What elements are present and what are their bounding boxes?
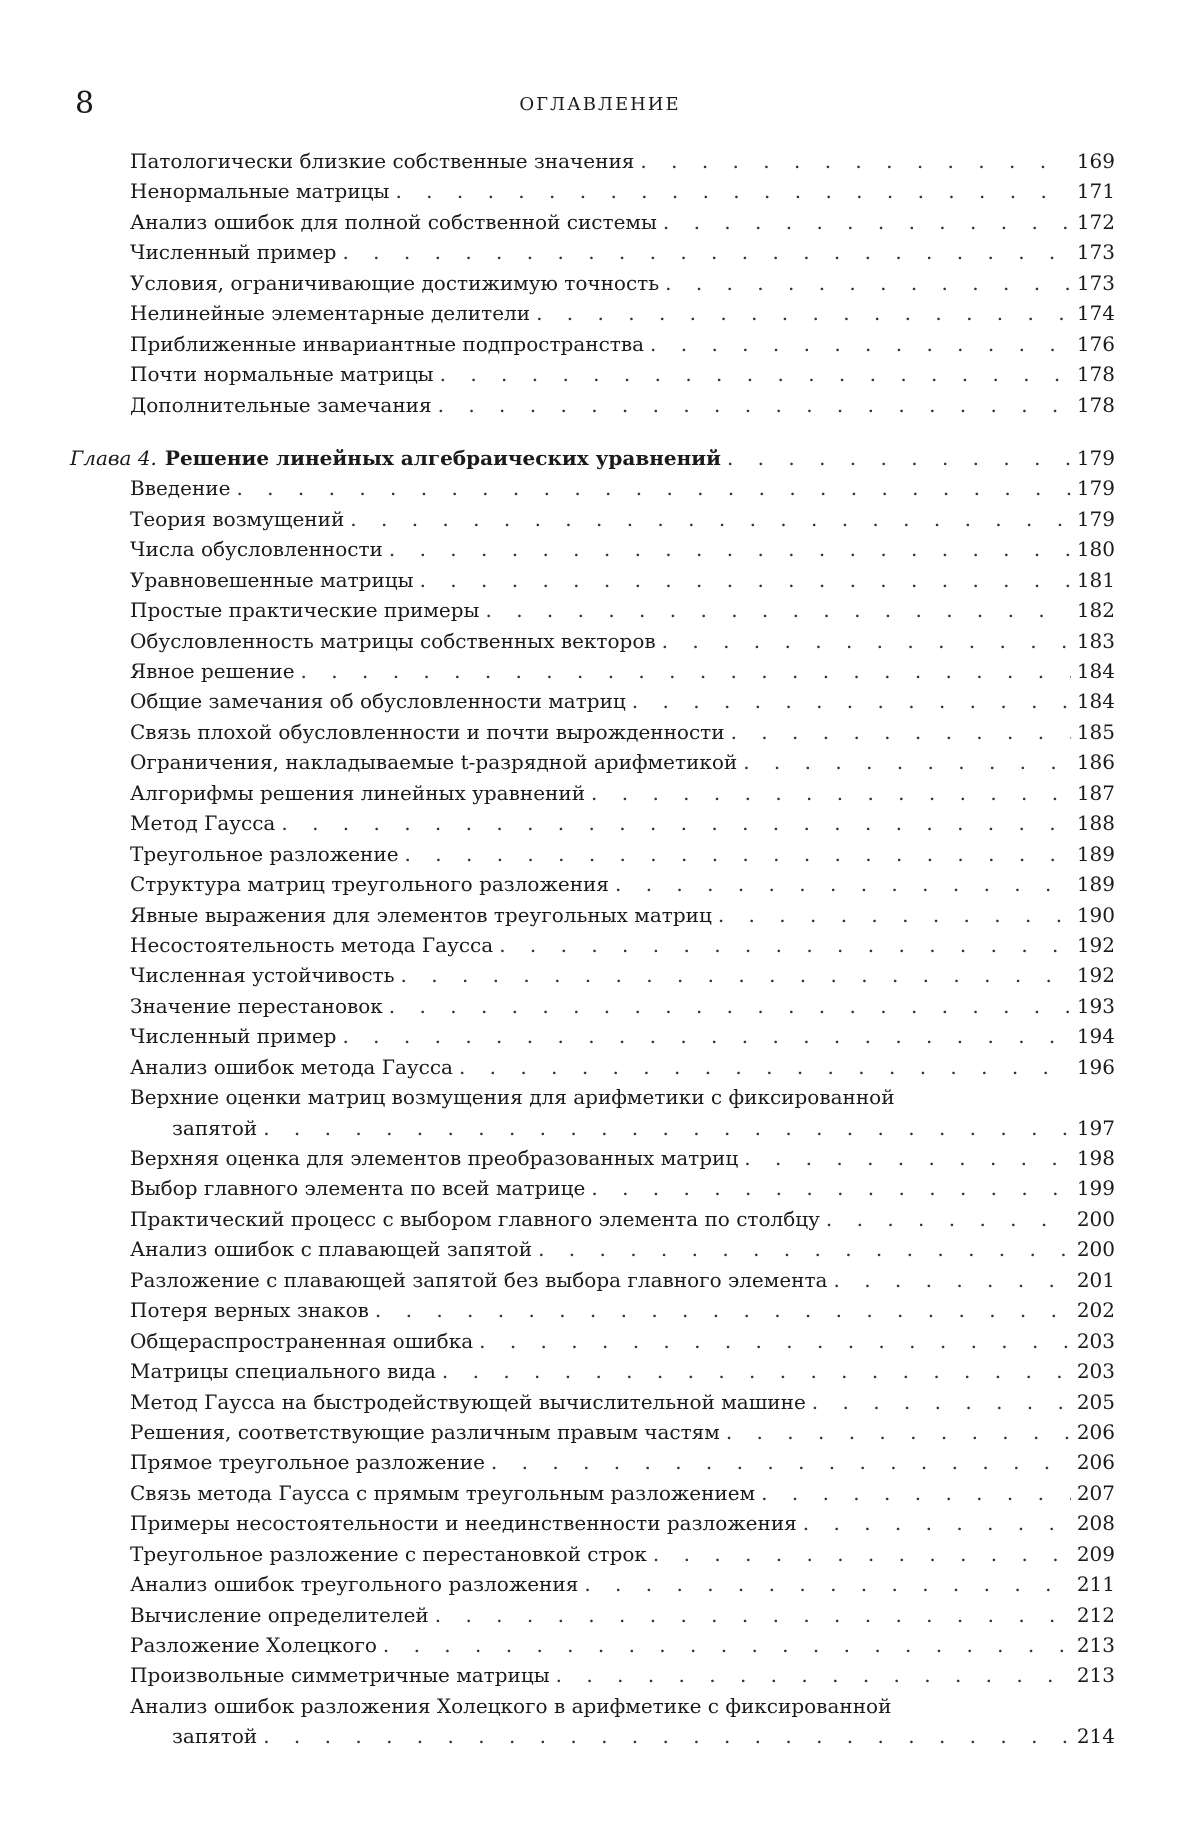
entry-page: 205	[1077, 1387, 1115, 1417]
toc-entry	[130, 839, 1115, 869]
toc-entry	[130, 1234, 1115, 1264]
entry-page: 196	[1077, 1052, 1115, 1082]
entry-page: 193	[1077, 991, 1115, 1021]
entry-page: 180	[1077, 534, 1115, 564]
entry-page: 187	[1077, 778, 1115, 808]
leader-dots	[491, 1447, 1071, 1477]
entry-title: Нелинейные элементарные делители	[130, 298, 530, 328]
entry-title: Явные выражения для элементов треугольных матриц	[130, 900, 712, 930]
leader-dots	[395, 176, 1070, 206]
toc-entry	[130, 1052, 1115, 1082]
leader-dots	[440, 359, 1071, 389]
toc-entry	[130, 207, 1115, 237]
entry-title: Обусловленность матрицы собственных векторов	[130, 626, 656, 656]
entry-title: Анализ ошибок с плавающей запятой	[130, 1234, 532, 1264]
entry-title: Анализ ошибок треугольного разложения	[130, 1569, 578, 1599]
toc-entry	[130, 1173, 1115, 1203]
entry-title: Верхняя оценка для элементов преобразованных матриц	[130, 1143, 738, 1173]
entry-page: 178	[1077, 390, 1115, 420]
entry-page: 185	[1077, 717, 1115, 747]
toc-entry	[130, 1143, 1115, 1173]
entry-title: Метод Гаусса на быстродействующей вычислительной машине	[130, 1387, 806, 1417]
table-of-contents	[130, 146, 1115, 1752]
toc-entry-line2	[172, 1721, 1115, 1751]
entry-title: Разложение Холецкого	[130, 1630, 377, 1660]
toc-entry-line1: Анализ ошибок разложения Холецкого в арифметике с фиксированной	[130, 1691, 1115, 1721]
entry-page: 212	[1077, 1600, 1115, 1630]
toc-entry	[130, 565, 1115, 595]
toc-entry	[130, 298, 1115, 328]
entry-page: 178	[1077, 359, 1115, 389]
entry-page: 211	[1077, 1569, 1115, 1599]
entry-page: 203	[1077, 1326, 1115, 1356]
toc-entry	[130, 1021, 1115, 1051]
entry-title: Явное решение	[130, 656, 295, 686]
entry-page: 194	[1077, 1021, 1115, 1051]
leader-dots	[435, 1600, 1071, 1630]
leader-dots	[263, 1721, 1071, 1751]
leader-dots	[663, 207, 1071, 237]
entry-title: Алгорифмы решения линейных уравнений	[130, 778, 585, 808]
leader-dots	[833, 1265, 1070, 1295]
leader-dots	[538, 1234, 1071, 1264]
entry-title: Условия, ограничивающие достижимую точность	[130, 268, 659, 298]
running-head: ОГЛАВЛЕНИЕ	[0, 94, 1200, 115]
entry-page: 182	[1077, 595, 1115, 625]
entry-title: Ненормальные матрицы	[130, 176, 389, 206]
entry-page: 192	[1077, 930, 1115, 960]
leader-dots	[263, 1113, 1071, 1143]
entry-page: 189	[1077, 869, 1115, 899]
toc-entry	[130, 268, 1115, 298]
leader-dots	[499, 930, 1071, 960]
entry-page: 190	[1077, 900, 1115, 930]
toc-entry	[130, 1600, 1115, 1630]
entry-page: 198	[1077, 1143, 1115, 1173]
entry-page: 189	[1077, 839, 1115, 869]
leader-dots	[438, 390, 1071, 420]
leader-dots	[812, 1387, 1071, 1417]
toc-entry	[130, 1508, 1115, 1538]
toc-entry	[130, 747, 1115, 777]
toc-entry	[130, 176, 1115, 206]
leader-dots	[591, 1173, 1070, 1203]
toc-entry	[130, 1204, 1115, 1234]
entry-title: Связь метода Гаусса с прямым треугольным разложением	[130, 1478, 755, 1508]
leader-dots	[718, 900, 1071, 930]
entry-page: 184	[1077, 656, 1115, 686]
entry-title: Значение перестановок	[130, 991, 383, 1021]
leader-dots	[744, 1143, 1071, 1173]
leader-dots	[485, 595, 1070, 625]
leader-dots	[591, 778, 1071, 808]
entry-title: Приближенные инвариантные подпространства	[130, 329, 644, 359]
entry-title: Численная устойчивость	[130, 960, 395, 990]
entry-title: Анализ ошибок для полной собственной системы	[130, 207, 657, 237]
toc-entry	[130, 1295, 1115, 1325]
entry-page: 179	[1077, 504, 1115, 534]
leader-dots	[726, 1417, 1071, 1447]
entry-title: запятой	[172, 1113, 257, 1143]
entry-title: Матрицы специального вида	[130, 1356, 436, 1386]
toc-entry	[130, 808, 1115, 838]
entry-title: Ограничения, накладываемые t-разрядной арифметикой	[130, 747, 737, 777]
toc-entry	[130, 869, 1115, 899]
toc-entry	[130, 390, 1115, 420]
leader-dots	[665, 268, 1071, 298]
leader-dots	[731, 717, 1071, 747]
toc-entry	[130, 717, 1115, 747]
toc-entry	[130, 1569, 1115, 1599]
entry-title: Численный пример	[130, 1021, 336, 1051]
toc-entry	[130, 991, 1115, 1021]
entry-page: 206	[1077, 1447, 1115, 1477]
entry-page: 192	[1077, 960, 1115, 990]
entry-page: 209	[1077, 1539, 1115, 1569]
entry-page: 169	[1077, 146, 1115, 176]
leader-dots	[389, 534, 1071, 564]
page-number: 8	[75, 86, 94, 121]
chapter-label: Глава 4.	[70, 443, 157, 473]
chapter-heading	[70, 443, 1115, 473]
entry-title: Уравновешенные матрицы	[130, 565, 414, 595]
entry-title: Анализ ошибок метода Гаусса	[130, 1052, 453, 1082]
entry-page: 214	[1077, 1721, 1115, 1751]
entry-title: запятой	[172, 1721, 257, 1751]
entry-page: 208	[1077, 1508, 1115, 1538]
entry-page: 181	[1077, 565, 1115, 595]
entry-page: 201	[1077, 1265, 1115, 1295]
entry-page: 207	[1077, 1478, 1115, 1508]
entry-page: 173	[1077, 237, 1115, 267]
leader-dots	[342, 237, 1070, 267]
toc-entry-line2	[172, 1113, 1115, 1143]
leader-dots	[383, 1630, 1071, 1660]
leader-dots	[375, 1295, 1071, 1325]
leader-dots	[350, 504, 1071, 534]
toc-entry	[130, 329, 1115, 359]
entry-title: Введение	[130, 473, 230, 503]
entry-page: 176	[1077, 329, 1115, 359]
toc-entry	[130, 237, 1115, 267]
entry-title: Общераспространенная ошибка	[130, 1326, 473, 1356]
entry-page: 213	[1077, 1660, 1115, 1690]
entry-title: Связь плохой обусловленности и почти вырожденности	[130, 717, 725, 747]
toc-entry	[130, 1265, 1115, 1295]
toc-entry-line1: Верхние оценки матриц возмущения для арифметики с фиксированной	[130, 1082, 1115, 1112]
toc-entry	[130, 626, 1115, 656]
leader-dots	[650, 329, 1071, 359]
leader-dots	[826, 1204, 1071, 1234]
entry-page: 184	[1077, 686, 1115, 716]
toc-entry	[130, 1660, 1115, 1690]
leader-dots	[405, 839, 1071, 869]
leader-dots	[743, 747, 1071, 777]
leader-dots	[401, 960, 1071, 990]
entry-title: Прямое треугольное разложение	[130, 1447, 485, 1477]
toc-entry	[130, 595, 1115, 625]
entry-title: Разложение с плавающей запятой без выбора главного элемента	[130, 1265, 827, 1295]
chapter-title: Решение линейных алгебраических уравнений	[165, 443, 721, 473]
entry-page: 171	[1077, 176, 1115, 206]
entry-page: 199	[1077, 1173, 1115, 1203]
leader-dots	[727, 443, 1071, 473]
toc-entry	[130, 534, 1115, 564]
toc-entry	[130, 656, 1115, 686]
toc-entry	[130, 1326, 1115, 1356]
leader-dots	[584, 1569, 1070, 1599]
entry-title: Патологически близкие собственные значения	[130, 146, 634, 176]
leader-dots	[420, 565, 1071, 595]
entry-page: 174	[1077, 298, 1115, 328]
entry-page: 188	[1077, 808, 1115, 838]
toc-entry	[130, 146, 1115, 176]
toc-entry	[130, 778, 1115, 808]
entry-page: 203	[1077, 1356, 1115, 1386]
leader-dots	[803, 1508, 1071, 1538]
entry-title: Теория возмущений	[130, 504, 344, 534]
entry-page: 172	[1077, 207, 1115, 237]
toc-entry	[130, 960, 1115, 990]
entry-title: Несостоятельность метода Гаусса	[130, 930, 493, 960]
leader-dots	[632, 686, 1071, 716]
entry-page: 183	[1077, 626, 1115, 656]
entry-title: Произвольные симметричные матрицы	[130, 1660, 550, 1690]
leader-dots	[389, 991, 1071, 1021]
leader-dots	[442, 1356, 1071, 1386]
leader-dots	[556, 1660, 1071, 1690]
entry-title: Выбор главного элемента по всей матрице	[130, 1173, 585, 1203]
entry-title: Потеря верных знаков	[130, 1295, 369, 1325]
entry-title: Практический процесс с выбором главного элемента по столбцу	[130, 1204, 820, 1234]
entry-page: 197	[1077, 1113, 1115, 1143]
entry-page: 179	[1077, 473, 1115, 503]
leader-dots	[640, 146, 1070, 176]
entry-title: Примеры несостоятельности и неединственности разложения	[130, 1508, 797, 1538]
entry-title: Треугольное разложение с перестановкой строк	[130, 1539, 647, 1569]
entry-page: 200	[1077, 1234, 1115, 1264]
leader-dots	[301, 656, 1071, 686]
entry-title: Простые практические примеры	[130, 595, 479, 625]
toc-entry	[130, 900, 1115, 930]
leader-dots	[342, 1021, 1070, 1051]
toc-entry	[130, 1478, 1115, 1508]
entry-title: Дополнительные замечания	[130, 390, 432, 420]
entry-title: Структура матриц треугольного разложения	[130, 869, 609, 899]
leader-dots	[479, 1326, 1071, 1356]
entry-page: 186	[1077, 747, 1115, 777]
entry-page: 173	[1077, 268, 1115, 298]
entry-title: Метод Гаусса	[130, 808, 275, 838]
entry-title: Численный пример	[130, 237, 336, 267]
leader-dots	[662, 626, 1071, 656]
entry-page: 206	[1077, 1417, 1115, 1447]
toc-entry	[130, 473, 1115, 503]
leader-dots	[536, 298, 1071, 328]
leader-dots	[281, 808, 1070, 838]
toc-entry	[130, 359, 1115, 389]
toc-entry	[130, 686, 1115, 716]
entry-title: Почти нормальные матрицы	[130, 359, 434, 389]
toc-entry	[130, 1387, 1115, 1417]
entry-page: 213	[1077, 1630, 1115, 1660]
leader-dots	[459, 1052, 1071, 1082]
toc-entry	[130, 1417, 1115, 1447]
toc-entry	[130, 930, 1115, 960]
leader-dots	[615, 869, 1071, 899]
toc-entry	[130, 504, 1115, 534]
chapter-page: 179	[1077, 443, 1115, 473]
toc-entry	[130, 1356, 1115, 1386]
entry-title: Вычисление определителей	[130, 1600, 429, 1630]
entry-title: Общие замечания об обусловленности матриц	[130, 686, 626, 716]
leader-dots	[653, 1539, 1071, 1569]
toc-entry	[130, 1539, 1115, 1569]
entry-page: 200	[1077, 1204, 1115, 1234]
leader-dots	[761, 1478, 1071, 1508]
entry-title: Числа обусловленности	[130, 534, 383, 564]
toc-entry	[130, 1447, 1115, 1477]
entry-title: Решения, соответствующие различным правым частям	[130, 1417, 720, 1447]
toc-entry	[130, 1630, 1115, 1660]
entry-page: 202	[1077, 1295, 1115, 1325]
entry-title: Треугольное разложение	[130, 839, 399, 869]
leader-dots	[236, 473, 1070, 503]
